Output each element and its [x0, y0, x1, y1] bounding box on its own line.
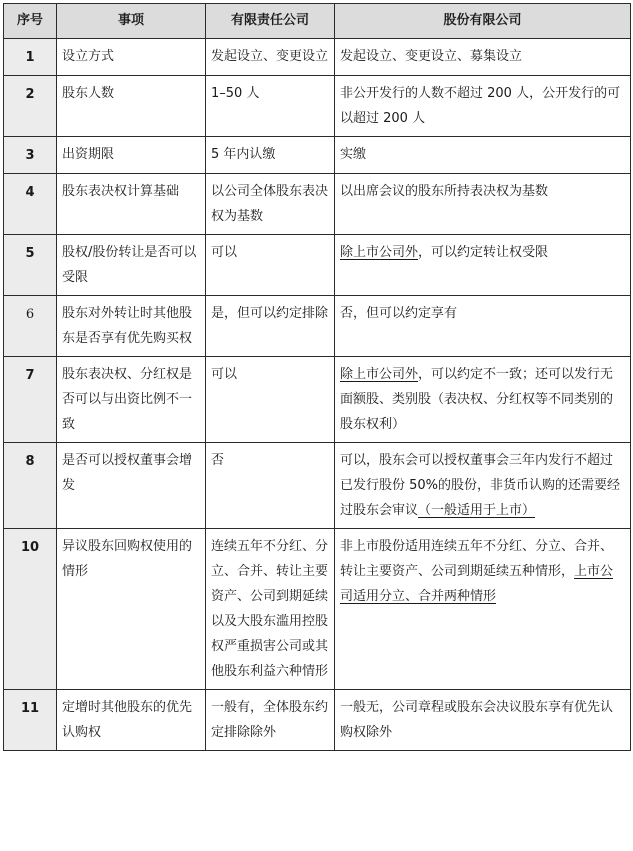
row-number: 4	[4, 174, 57, 235]
row-jsc: 否，但可以约定享有	[335, 296, 631, 357]
row-number: 7	[4, 357, 57, 443]
row-number: 8	[4, 443, 57, 529]
row-item: 股权/股份转让是否可以受限	[57, 235, 206, 296]
row-jsc-text: 非上市股份适用连续五年不分红、分立、合并、转让主要资产、公司到期延续五种情形，	[340, 539, 614, 579]
row-llc: 可以	[206, 357, 335, 443]
row-number: 11	[4, 690, 57, 751]
row-number: 5	[4, 235, 57, 296]
table-row	[4, 357, 631, 443]
underlined-text: （一般适用于上市）	[418, 503, 536, 518]
row-item: 股东人数	[57, 76, 206, 137]
row-jsc-text: ，可以约定转让权受限	[418, 245, 549, 260]
comparison-table-container	[3, 3, 631, 751]
row-llc: 否	[206, 443, 335, 529]
row-item: 股东表决权计算基础	[57, 174, 206, 235]
row-item: 是否可以授权董事会增发	[57, 443, 206, 529]
row-number: 2	[4, 76, 57, 137]
table-row	[4, 174, 631, 235]
row-jsc: 实缴	[335, 137, 631, 174]
row-llc: 1–50 人	[206, 76, 335, 137]
row-item: 异议股东回购权使用的情形	[57, 529, 206, 690]
underlined-text: 除上市公司外	[340, 367, 419, 382]
row-number: 1	[4, 39, 57, 76]
row-jsc	[335, 443, 631, 529]
row-jsc: 非公开发行的人数不超过 200 人，公开发行的可以超过 200 人	[335, 76, 631, 137]
underlined-text: 上市公司适用分立、合并两种情形	[340, 564, 614, 604]
underlined-text: 除上市公司外	[340, 245, 419, 260]
row-number: 3	[4, 137, 57, 174]
row-jsc	[335, 529, 631, 690]
row-item: 定增时其他股东的优先认购权	[57, 690, 206, 751]
row-item: 设立方式	[57, 39, 206, 76]
row-jsc-text: ，可以约定不一致；还可以发行无面额股、类别股（表决权、分红权等不同类别的股东权利）	[340, 367, 614, 432]
company-comparison-table	[3, 3, 631, 751]
table-row	[4, 690, 631, 751]
row-llc: 一般有，全体股东约定排除除外	[206, 690, 335, 751]
header-no: 序号	[4, 4, 57, 39]
header-item: 事项	[57, 4, 206, 39]
row-jsc	[335, 235, 631, 296]
table-row	[4, 137, 631, 174]
row-item: 股东表决权、分红权是否可以与出资比例不一致	[57, 357, 206, 443]
row-llc: 5 年内认缴	[206, 137, 335, 174]
table-row	[4, 39, 631, 76]
table-row	[4, 529, 631, 690]
row-jsc: 一般无，公司章程或股东会决议股东享有优先认购权除外	[335, 690, 631, 751]
row-jsc-text: 可以，股东会可以授权董事会三年内发行不超过已发行股份 50%的股份，非货币认购的还需要经过股东会审议	[340, 453, 621, 518]
row-llc: 连续五年不分红、分立、合并、转让主要资产、公司到期延续以及大股东滥用控股权严重损害公司或其他股东利益六种情形	[206, 529, 335, 690]
row-number: 6	[4, 296, 57, 357]
table-row	[4, 76, 631, 137]
row-item: 出资期限	[57, 137, 206, 174]
row-jsc: 以出席会议的股东所持表决权为基数	[335, 174, 631, 235]
table-row	[4, 296, 631, 357]
header-jsc: 股份有限公司	[335, 4, 631, 39]
row-jsc: 发起设立、变更设立、募集设立	[335, 39, 631, 76]
row-llc: 发起设立、变更设立	[206, 39, 335, 76]
row-llc: 可以	[206, 235, 335, 296]
row-item: 股东对外转让时其他股东是否享有优先购买权	[57, 296, 206, 357]
row-jsc	[335, 357, 631, 443]
table-row	[4, 443, 631, 529]
row-llc: 以公司全体股东表决权为基数	[206, 174, 335, 235]
header-row	[4, 4, 631, 39]
row-number: 10	[4, 529, 57, 690]
row-llc: 是，但可以约定排除	[206, 296, 335, 357]
table-row	[4, 235, 631, 296]
header-llc: 有限责任公司	[206, 4, 335, 39]
